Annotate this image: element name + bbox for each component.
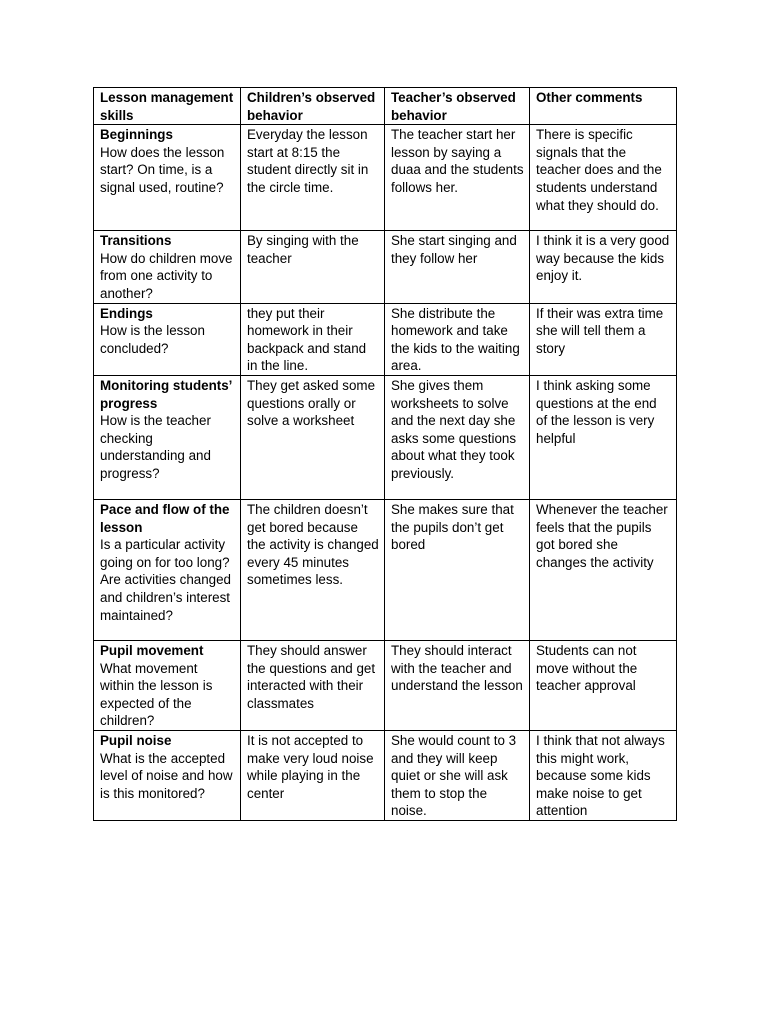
other-comments-cell: I think asking some questions at the end of the lesson is very helpful: [530, 375, 677, 499]
header-row: [94, 88, 677, 125]
table-row: [94, 375, 677, 499]
teacher-behavior-cell: She distribute the homework and take the kids to the waiting area.: [385, 303, 530, 375]
teacher-behavior-cell: She would count to 3 and they will keep quiet or she will ask them to stop the noise.: [385, 730, 530, 820]
skill-question: How is the lesson concluded?: [100, 323, 205, 356]
skill-question: What movement within the lesson is expected of the children?: [100, 660, 213, 729]
skill-question: How does the lesson start? On time, is a signal used, routine?: [100, 144, 225, 195]
skill-cell: [94, 640, 241, 730]
skill-label: Endings: [100, 305, 153, 321]
skill-question: Is a particular activity going on for too long? Are activities changed and children’s interest maintained?: [100, 537, 232, 623]
header-other-comments: Other comments: [530, 88, 677, 125]
children-behavior-cell: they put their homework in their backpack and stand in the line.: [241, 303, 385, 375]
other-comments-cell: I think it is a very good way because the kids enjoy it.: [530, 231, 677, 303]
skill-label: Pace and flow of the lesson: [100, 501, 230, 535]
skill-cell: [94, 125, 241, 231]
children-behavior-cell: They get asked some questions orally or solve a worksheet: [241, 375, 385, 499]
children-behavior-cell: It is not accepted to make very loud noise while playing in the center: [241, 730, 385, 820]
skill-cell: [94, 730, 241, 820]
other-comments-cell: Whenever the teacher feels that the pupils got bored she changes the activity: [530, 499, 677, 640]
skill-label: Pupil noise: [100, 732, 172, 748]
skill-cell: [94, 499, 241, 640]
other-comments-cell: Students can not move without the teacher approval: [530, 640, 677, 730]
header-teacher-behavior: Teacher’s observed behavior: [385, 88, 530, 125]
teacher-behavior-cell: She makes sure that the pupils don’t get bored: [385, 499, 530, 640]
header-skills: Lesson management skills: [94, 88, 241, 125]
table-row: [94, 231, 677, 303]
table-row: [94, 499, 677, 640]
children-behavior-cell: They should answer the questions and get interacted with their classmates: [241, 640, 385, 730]
teacher-behavior-cell: They should interact with the teacher and understand the lesson: [385, 640, 530, 730]
skill-label: Transitions: [100, 233, 172, 249]
other-comments-cell: I think that not always this might work, because some kids make noise to get attention: [530, 730, 677, 820]
table-row: [94, 303, 677, 375]
observation-table: [93, 87, 677, 821]
children-behavior-cell: The children doesn’t get bored because the activity is changed every 45 minutes sometimes less.: [241, 499, 385, 640]
skill-label: Beginnings: [100, 127, 173, 143]
other-comments-cell: If their was extra time she will tell them a story: [530, 303, 677, 375]
header-children-behavior: Children’s observed behavior: [241, 88, 385, 125]
teacher-behavior-cell: She start singing and they follow her: [385, 231, 530, 303]
table-row: [94, 125, 677, 231]
skill-question: How is the teacher checking understanding and progress?: [100, 413, 211, 481]
skill-cell: [94, 303, 241, 375]
table-body: [94, 88, 677, 821]
skill-label: Monitoring students’ progress: [100, 377, 232, 411]
skill-cell: [94, 231, 241, 303]
children-behavior-cell: Everyday the lesson start at 8:15 the student directly sit in the circle time.: [241, 125, 385, 231]
table-row: [94, 640, 677, 730]
teacher-behavior-cell: She gives them worksheets to solve and the next day she asks some questions about what they took previously.: [385, 375, 530, 499]
skill-question: What is the accepted level of noise and how is this monitored?: [100, 750, 233, 801]
other-comments-cell: There is specific signals that the teacher does and the students understand what they should do.: [530, 125, 677, 231]
skill-label: Pupil movement: [100, 642, 204, 658]
teacher-behavior-cell: The teacher start her lesson by saying a duaa and the students follows her.: [385, 125, 530, 231]
skill-cell: [94, 375, 241, 499]
table-row: [94, 730, 677, 820]
children-behavior-cell: By singing with the teacher: [241, 231, 385, 303]
skill-question: How do children move from one activity to another?: [100, 250, 233, 301]
